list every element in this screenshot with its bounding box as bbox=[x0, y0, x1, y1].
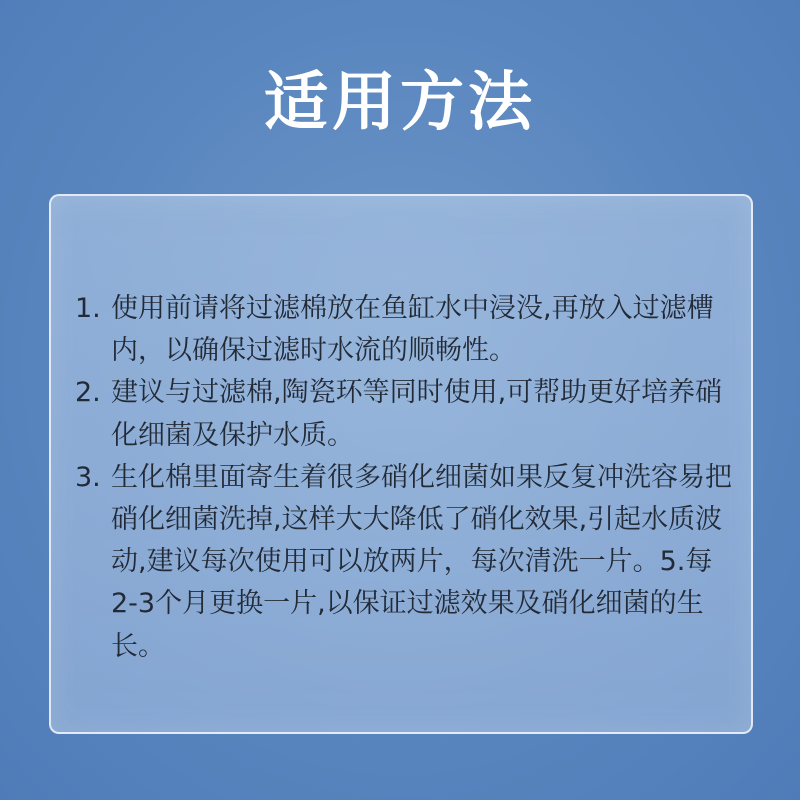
instruction-item-3 bbox=[75, 457, 735, 668]
instruction-item-1 bbox=[75, 288, 735, 372]
instruction-item-2 bbox=[75, 372, 735, 456]
instruction-text: 建议与过滤棉,陶瓷环等同时使用,可帮助更好培养硝化细菌及保护水质。 bbox=[111, 377, 723, 451]
instructions-list bbox=[75, 288, 735, 668]
instructions-panel bbox=[49, 194, 753, 734]
instruction-number: 2. bbox=[75, 377, 101, 409]
instruction-number: 3. bbox=[75, 461, 101, 493]
page-title: 适用方法 bbox=[264, 66, 536, 140]
instruction-text: 生化棉里面寄生着很多硝化细菌如果反复冲洗容易把硝化细菌洗掉,这样大大降低了硝化效果,引起水质波动,建议每次使用可以放两片，每次清洗一片。5.每2-3个月更换一片,以保证过滤效果及硝化细菌的生长。 bbox=[111, 461, 732, 662]
instruction-number: 1. bbox=[75, 293, 101, 324]
instruction-text: 使用前请将过滤棉放在鱼缸水中浸没,再放入过滤槽内，以确保过滤时水流的顺畅性。 bbox=[111, 293, 714, 367]
